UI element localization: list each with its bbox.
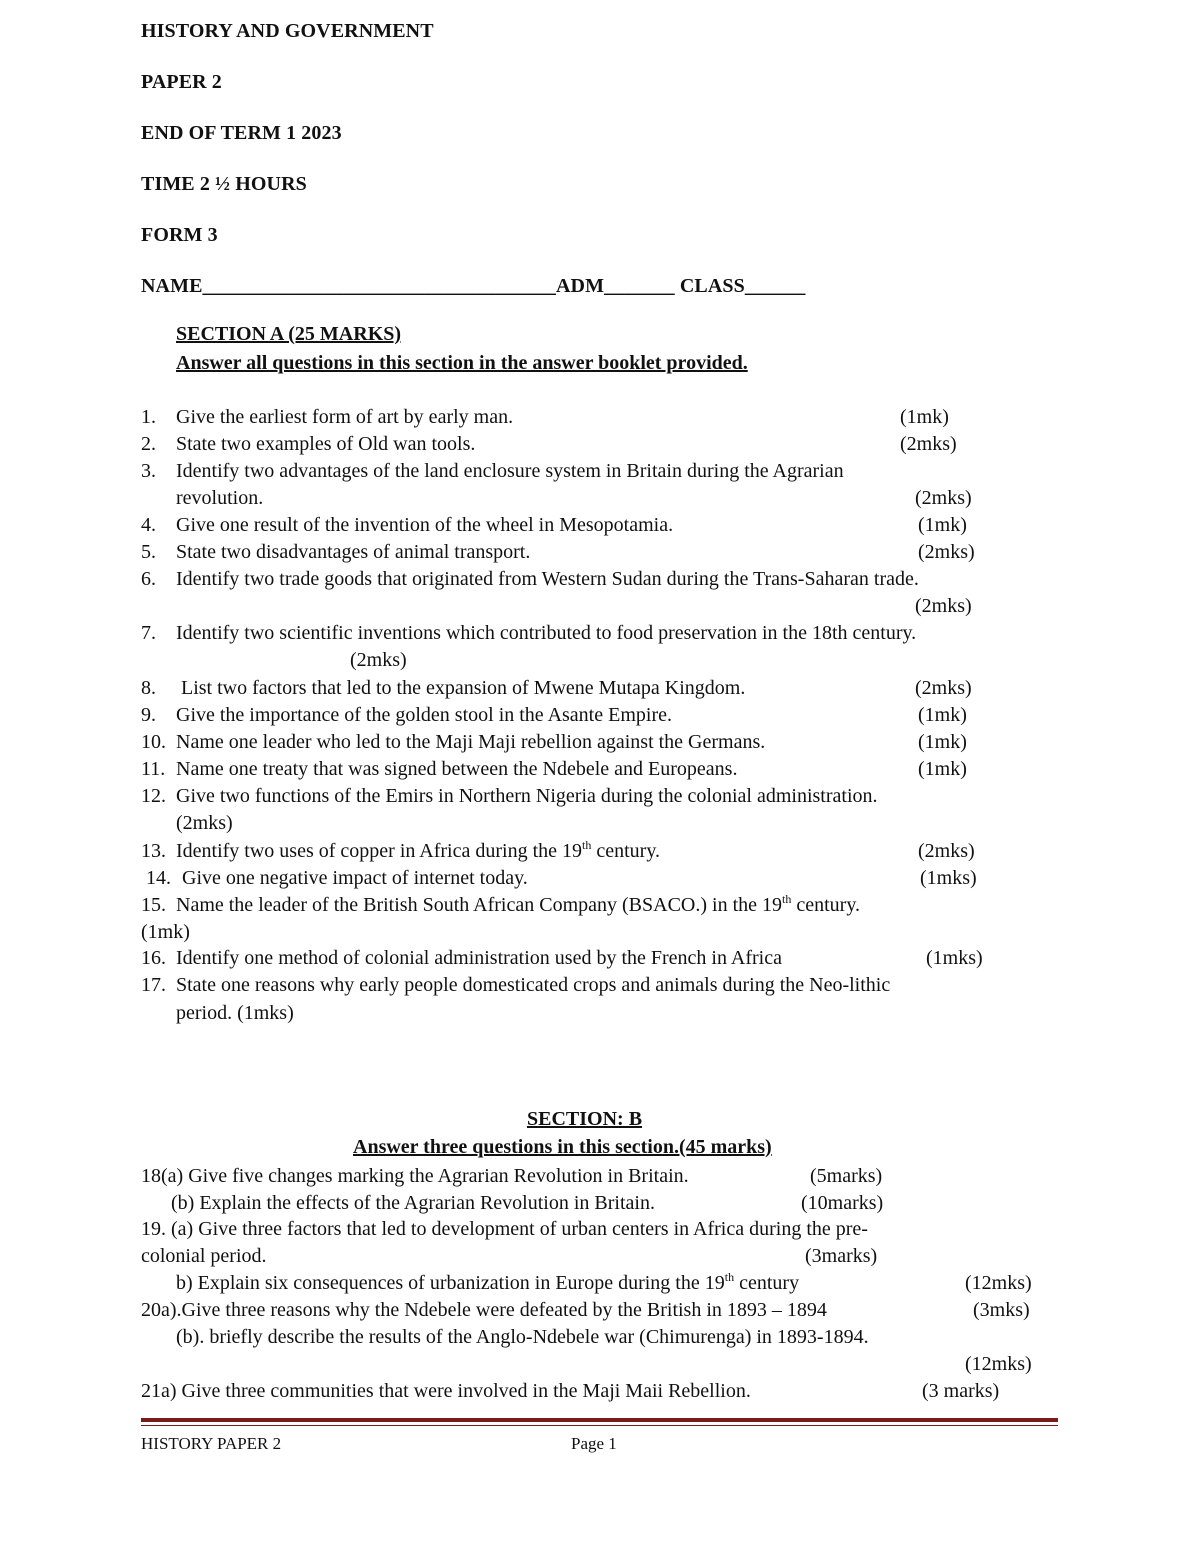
- question-text: State one reasons why early people domesticated crops and animals during the Neo-lithic: [176, 974, 891, 996]
- question-number: 13.: [141, 840, 166, 862]
- question-text: Name the leader of the British South African Company (BSACO.) in the 19th century.: [176, 892, 861, 916]
- question-text: Identify one method of colonial administration used by the French in Africa: [176, 947, 782, 969]
- question-number: 2.: [141, 433, 156, 455]
- question-marks: (12mks): [965, 1272, 1032, 1294]
- question-text: Name one leader who led to the Maji Maji rebellion against the Germans.: [176, 731, 766, 753]
- question-marks: (10marks): [801, 1192, 884, 1214]
- question-text: 19. (a) Give three factors that led to development of urban centers in Africa during the pre-: [141, 1218, 868, 1240]
- question-text: Give two functions of the Emirs in Northern Nigeria during the colonial administration.: [176, 785, 878, 807]
- section-b-instruction: Answer three questions in this section.(45 marks): [353, 1136, 772, 1158]
- question-text: colonial period.: [141, 1245, 267, 1267]
- question-marks: (2mks): [900, 433, 957, 455]
- question-number: 15.: [141, 894, 166, 916]
- question-marks: (1mk): [918, 704, 967, 726]
- question-marks: (3marks): [805, 1245, 878, 1267]
- question-text: Identify two advantages of the land enclosure system in Britain during the Agrarian: [176, 460, 844, 482]
- question-number: 5.: [141, 541, 156, 563]
- question-marks: (1mks): [920, 867, 977, 889]
- question-marks: (2mks): [918, 840, 975, 862]
- question-marks: (1mks): [926, 947, 983, 969]
- question-text: (b) Explain the effects of the Agrarian Revolution in Britain.: [171, 1192, 655, 1214]
- question-text: Give one negative impact of internet today.: [182, 867, 528, 889]
- question-text: 21a) Give three communities that were involved in the Maji Maii Rebellion.: [141, 1380, 751, 1402]
- question-text: Identify two scientific inventions which contributed to food preservation in the 18th century.: [176, 622, 917, 644]
- question-marks: (2mks): [915, 487, 972, 509]
- time-label: TIME 2 ½ HOURS: [141, 173, 307, 195]
- question-text: 20a).Give three reasons why the Ndebele were defeated by the British in 1893 – 1894: [141, 1299, 827, 1321]
- form-label: FORM 3: [141, 224, 218, 246]
- question-text: Identify two uses of copper in Africa during the 19th century.: [176, 838, 661, 862]
- question-marks: (2mks): [915, 595, 972, 617]
- question-marks: (1mk): [900, 406, 949, 428]
- footer-rule-thick: [141, 1418, 1058, 1422]
- page-number: Page 1: [571, 1434, 617, 1453]
- name-adm-class-line: NAME___________________________________ADM_______ CLASS______: [141, 275, 806, 297]
- question-marks: (1mk): [918, 758, 967, 780]
- section-a-instruction: Answer all questions in this section in the answer booklet provided.: [176, 352, 748, 374]
- question-text: (b). briefly describe the results of the Anglo-Ndebele war (Chimurenga) in 1893-1894.: [176, 1326, 869, 1348]
- footer-rule-thin: [141, 1425, 1058, 1426]
- question-text: revolution.: [176, 487, 264, 509]
- question-text: State two disadvantages of animal transport.: [176, 541, 531, 563]
- question-text: Name one treaty that was signed between the Ndebele and Europeans.: [176, 758, 738, 780]
- question-text: period. (1mks): [176, 1002, 294, 1024]
- question-marks: (2mks): [915, 677, 972, 699]
- question-number: 3.: [141, 460, 156, 482]
- question-marks: (1mk): [918, 514, 967, 536]
- footer-left-text: HISTORY PAPER 2: [141, 1434, 282, 1453]
- question-number: 17.: [141, 974, 166, 996]
- question-marks: (2mks): [176, 812, 233, 834]
- question-number: 1.: [141, 406, 156, 428]
- section-b-title: SECTION: B: [527, 1108, 643, 1130]
- question-text: State two examples of Old wan tools.: [176, 433, 476, 455]
- question-text: Identify two trade goods that originated from Western Sudan during the Trans-Saharan trade.: [176, 568, 919, 590]
- question-number: 6.: [141, 568, 156, 590]
- paper-label: PAPER 2: [141, 71, 222, 93]
- question-number: 9.: [141, 704, 156, 726]
- question-number: 10.: [141, 731, 166, 753]
- question-marks: (3mks): [973, 1299, 1030, 1321]
- question-text: 18(a) Give five changes marking the Agrarian Revolution in Britain.: [141, 1165, 689, 1187]
- question-number: 16.: [141, 947, 166, 969]
- question-marks: (1mk): [141, 921, 190, 943]
- question-marks: (12mks): [965, 1353, 1032, 1375]
- subject-title: HISTORY AND GOVERNMENT: [141, 20, 434, 42]
- question-text: b) Explain six consequences of urbanization in Europe during the 19th century: [176, 1270, 800, 1294]
- question-marks: (1mk): [918, 731, 967, 753]
- question-marks: (2mks): [350, 649, 407, 671]
- question-text: Give the earliest form of art by early man.: [176, 406, 514, 428]
- question-text: Give the importance of the golden stool in the Asante Empire.: [176, 704, 672, 726]
- question-marks: (3 marks): [922, 1380, 1000, 1402]
- question-number: 7.: [141, 622, 156, 644]
- question-number: 8.: [141, 677, 156, 699]
- question-number: 4.: [141, 514, 156, 536]
- question-number: 11.: [141, 758, 166, 780]
- term-label: END OF TERM 1 2023: [141, 122, 342, 144]
- question-marks: (2mks): [918, 541, 975, 563]
- question-marks: (5marks): [810, 1165, 883, 1187]
- question-number: 14.: [146, 867, 171, 889]
- question-text: List two factors that led to the expansion of Mwene Mutapa Kingdom.: [181, 677, 746, 699]
- section-a-title: SECTION A (25 MARKS): [176, 323, 402, 345]
- question-number: 12.: [141, 785, 166, 807]
- question-text: Give one result of the invention of the wheel in Mesopotamia.: [176, 514, 674, 536]
